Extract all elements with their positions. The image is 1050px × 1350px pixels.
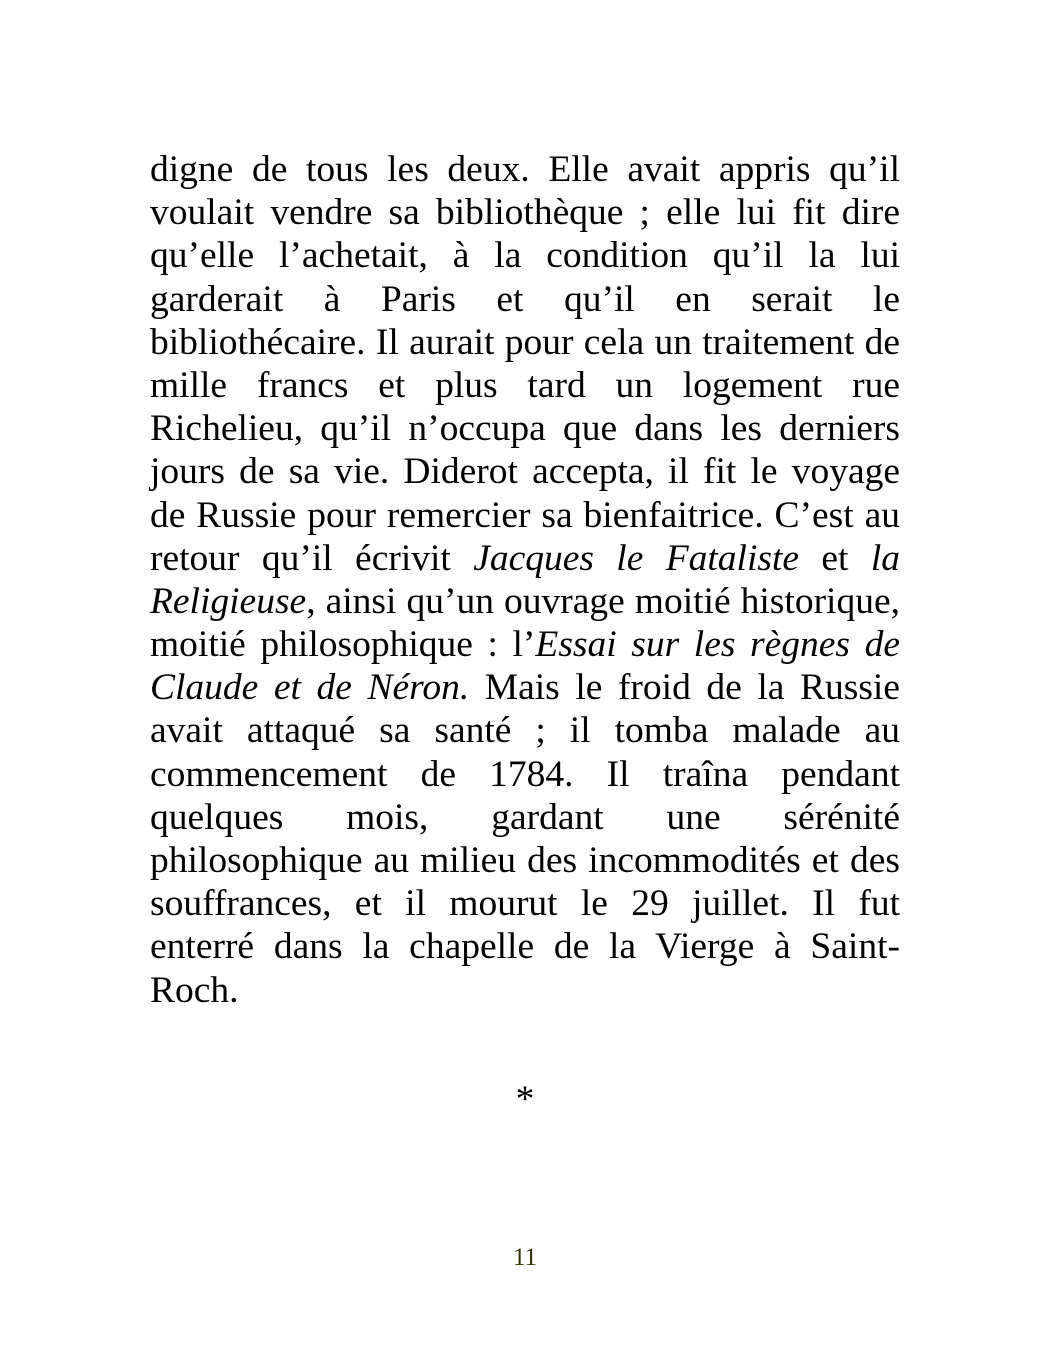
text-line: enterré dans la chapelle de la Vierge à Saint- xyxy=(150,926,900,968)
text-line: avait attaqué sa santé ; il tomba malade au xyxy=(150,710,900,752)
text-line: jours de sa vie. Diderot accepta, il fit le voyage xyxy=(150,451,900,493)
text-run: moitié philosophique : l’ xyxy=(150,624,536,666)
text-run: Mais le froid de la Russie xyxy=(469,667,900,709)
text-line: Richelieu, qu’il n’occupa que dans les derniers xyxy=(150,408,900,450)
text-line: commencement de 1784. Il traîna pendant xyxy=(150,753,900,795)
book-title-jacques: Jacques le Fataliste xyxy=(473,537,800,579)
page-number: 11 xyxy=(512,1244,538,1271)
text-line: mille francs et plus tard un logement rue xyxy=(150,364,900,406)
text-line: voulait vendre sa bibliothèque ; elle lui fit dire xyxy=(150,192,900,234)
text-line xyxy=(150,666,900,709)
text-run: retour qu’il écrivit xyxy=(150,537,474,579)
text-line: digne de tous les deux. Elle avait appris qu’il xyxy=(150,149,900,190)
text-run: , ainsi qu’un ouvrage moitié historique, xyxy=(306,580,900,622)
text-line: de Russie pour remercier sa bienfaitrice. C’est au xyxy=(150,494,900,536)
text-line: souffrances, et il mourut le 29 juillet. Il fut xyxy=(150,883,900,925)
text-line: garderait à Paris et qu’il en serait le xyxy=(150,278,900,320)
text-line xyxy=(150,623,900,666)
text-line xyxy=(150,537,900,580)
text-line: philosophique au milieu des incommodités et des xyxy=(150,840,900,881)
text-line: bibliothécaire. Il aurait pour cela un traitement de xyxy=(150,321,900,363)
text-line: quelques mois, gardant une sérénité xyxy=(150,796,900,838)
book-title-religieuse-end: Religieuse xyxy=(150,580,307,622)
book-title-essai-end: Claude et de Néron. xyxy=(150,667,470,709)
body-paragraph xyxy=(150,148,900,1012)
text-line: Roch. xyxy=(150,969,239,1011)
section-separator: * xyxy=(515,1079,535,1120)
text-line xyxy=(150,580,900,623)
book-title-essai-start: Essai sur les règnes de xyxy=(535,624,900,666)
text-line: qu’elle l’achetait, à la condition qu’il la lui xyxy=(150,235,900,277)
text-run: et xyxy=(799,537,871,579)
book-title-religieuse-start: la xyxy=(870,537,900,579)
